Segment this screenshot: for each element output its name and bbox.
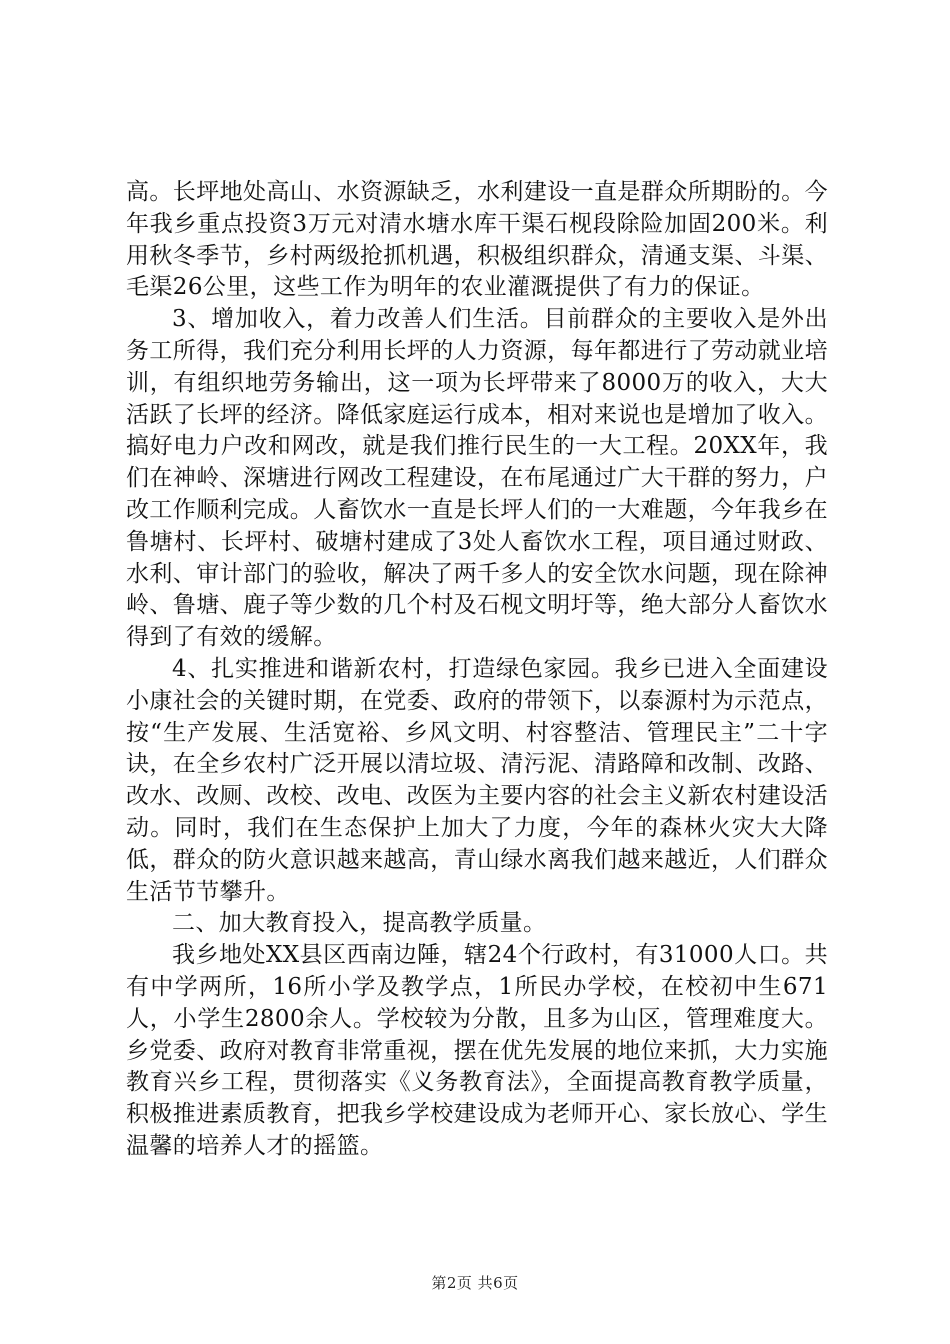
- paragraph-education-overview: 我乡地处XX县区西南边陲，辖24个行政村，有31000人口。共有中学两所，16所小学及教学点，1所民办学校，在校初中生671人，小学生2800余人。学校较为分散，且多为山区，管理难度大。乡党委、政府对教育非常重视，摆在优先发展的地位来抓，大力实施教育兴乡工程，贯彻落实《义务教育法》，全面提高教育教学质量，积极推进素质教育，把我乡学校建设成为老师开心、家长放心、学生温馨的培养人才的摇篮。: [126, 942, 828, 1159]
- page-number-footer: 第2页 共6页: [431, 1274, 519, 1292]
- paragraph-water-conservancy: 高。长坪地处高山、水资源缺乏，水利建设一直是群众所期盼的。今年我乡重点投资3万元对清水塘水库干渠石枧段除险加固200米。利用秋冬季节，乡村两级抢抓机遇，积极组织群众，清通支渠、斗渠、毛渠26公里，这些工作为明年的农业灌溉提供了有力的保证。: [126, 179, 828, 301]
- document-body: [126, 177, 828, 1163]
- paragraph-new-countryside: 4、扎实推进和谐新农村，打造绿色家园。我乡已进入全面建设小康社会的关键时期，在党委、政府的带领下，以泰源村为示范点，按“生产发展、生活宽裕、乡风文明、村容整洁、管理民主”二十字诀，在全乡农村广泛开展以清垃圾、清污泥、清路障和改制、改路、改水、改厕、改校、改电、改医为主要内容的社会主义新农村建设活动。同时，我们在生态保护上加大了力度，今年的森林火灾大大降低，群众的防火意识越来越高，青山绿水离我们越来越近，人们群众生活节节攀升。: [126, 655, 828, 905]
- paragraph-increase-income: 3、增加收入，着力改善人们生活。目前群众的主要收入是外出务工所得，我们充分利用长坪的人力资源，每年都进行了劳动就业培训，有组织地劳务输出，这一项为长坪带来了8000万的收入，大大活跃了长坪的经济。降低家庭运行成本，相对来说也是增加了收入。搞好电力户改和网改，就是我们推行民生的一大工程。20XX年，我们在神岭、深塘进行网改工程建设，在布尾通过广大干群的努力，户改工作顺利完成。人畜饮水一直是长坪人们的一大难题，今年我乡在鲁塘村、长坪村、破塘村建成了3处人畜饮水工程，项目通过财政、水利、审计部门的验收，解决了两千多人的安全饮水问题，现在除神岭、鲁塘、鹿子等少数的几个村及石枧文明圩等，绝大部分人畜饮水得到了有效的缓解。: [126, 306, 828, 651]
- section-heading-education: 二、加大教育投入，提高教学质量。: [172, 910, 547, 937]
